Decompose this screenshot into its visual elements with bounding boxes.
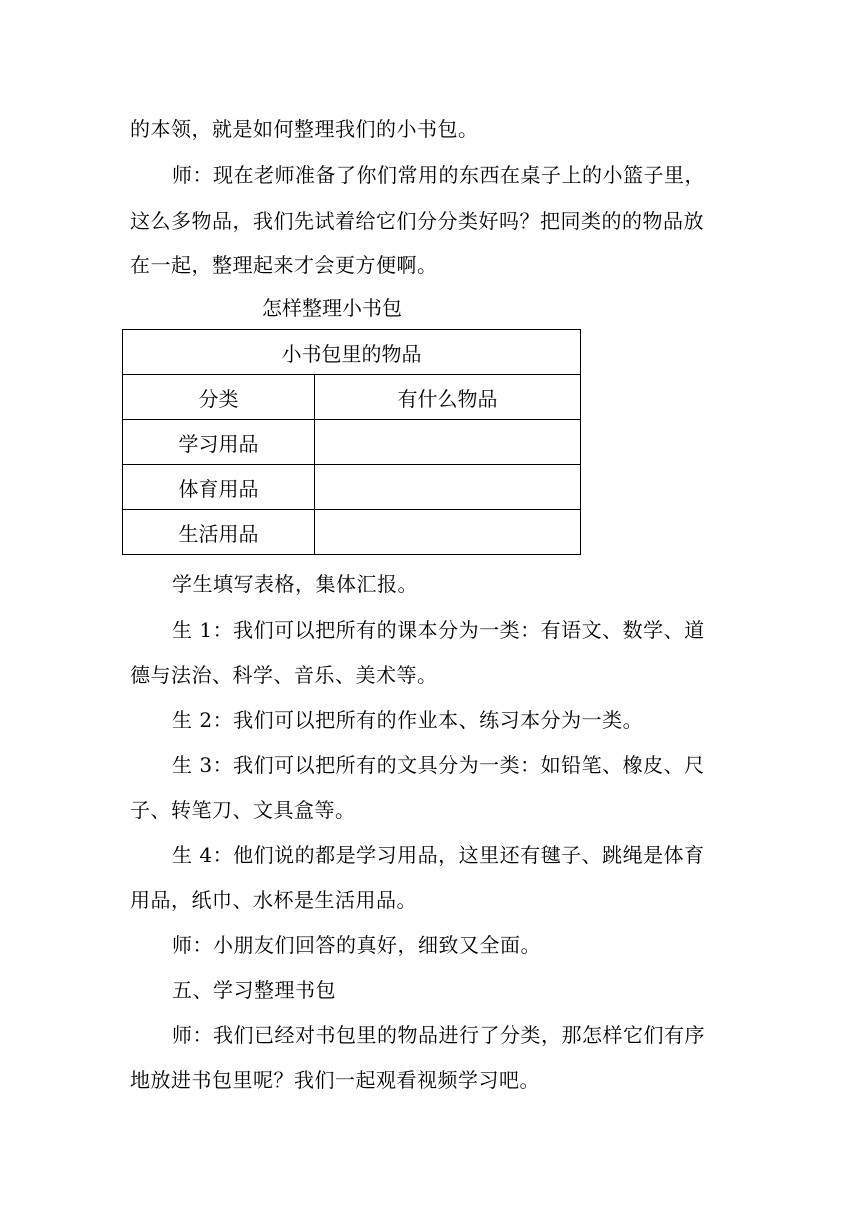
table-row xyxy=(123,420,581,465)
paragraph-line: 学生填写表格，集体汇报。 xyxy=(172,572,418,596)
paragraph-line: 的本领，就是如何整理我们的小书包。 xyxy=(130,117,479,141)
paragraph-line: 师：小朋友们回答的真好，细致又全面。 xyxy=(172,933,541,957)
table-row xyxy=(123,465,581,510)
paragraph-line: 用品，纸巾、水杯是生活用品。 xyxy=(130,888,417,912)
paragraph-line: 师：现在老师准备了你们常用的东西在桌子上的小篮子里， xyxy=(172,163,705,187)
table-cell-category: 学习用品 xyxy=(123,420,315,465)
paragraph-line: 生 1：我们可以把所有的课本分为一类：有语文、数学、道 xyxy=(172,618,705,642)
table-header-items: 有什么物品 xyxy=(315,375,581,420)
table-cell-category: 生活用品 xyxy=(123,510,315,555)
paragraph-line: 在一起，整理起来才会更方便啊。 xyxy=(130,253,438,277)
table-cell-items xyxy=(315,465,581,510)
paragraph-line: 生 2：我们可以把所有的作业本、练习本分为一类。 xyxy=(172,708,644,732)
table-cell-category: 体育用品 xyxy=(123,465,315,510)
paragraph-line: 五、学习整理书包 xyxy=(172,978,336,1002)
table-cell-items xyxy=(315,420,581,465)
items-table xyxy=(122,329,581,555)
table-header-category: 分类 xyxy=(123,375,315,420)
table-title: 小书包里的物品 xyxy=(123,330,581,375)
paragraph-line: 德与法治、科学、音乐、美术等。 xyxy=(130,663,438,687)
paragraph-line: 子、转笔刀、文具盒等。 xyxy=(130,798,356,822)
table-row xyxy=(123,510,581,555)
table-caption: 怎样整理小书包 xyxy=(262,296,402,320)
paragraph-line: 生 3：我们可以把所有的文具分为一类：如铅笔、橡皮、尺 xyxy=(172,753,705,777)
paragraph-line: 这么多物品，我们先试着给它们分分类好吗？把同类的的物品放 xyxy=(130,209,704,233)
paragraph-line: 生 4：他们说的都是学习用品，这里还有毽子、跳绳是体育 xyxy=(172,843,705,867)
paragraph-line: 地放进书包里呢？我们一起观看视频学习吧。 xyxy=(130,1068,540,1092)
paragraph-line: 师：我们已经对书包里的物品进行了分类，那怎样它们有序 xyxy=(172,1023,705,1047)
table-cell-items xyxy=(315,510,581,555)
